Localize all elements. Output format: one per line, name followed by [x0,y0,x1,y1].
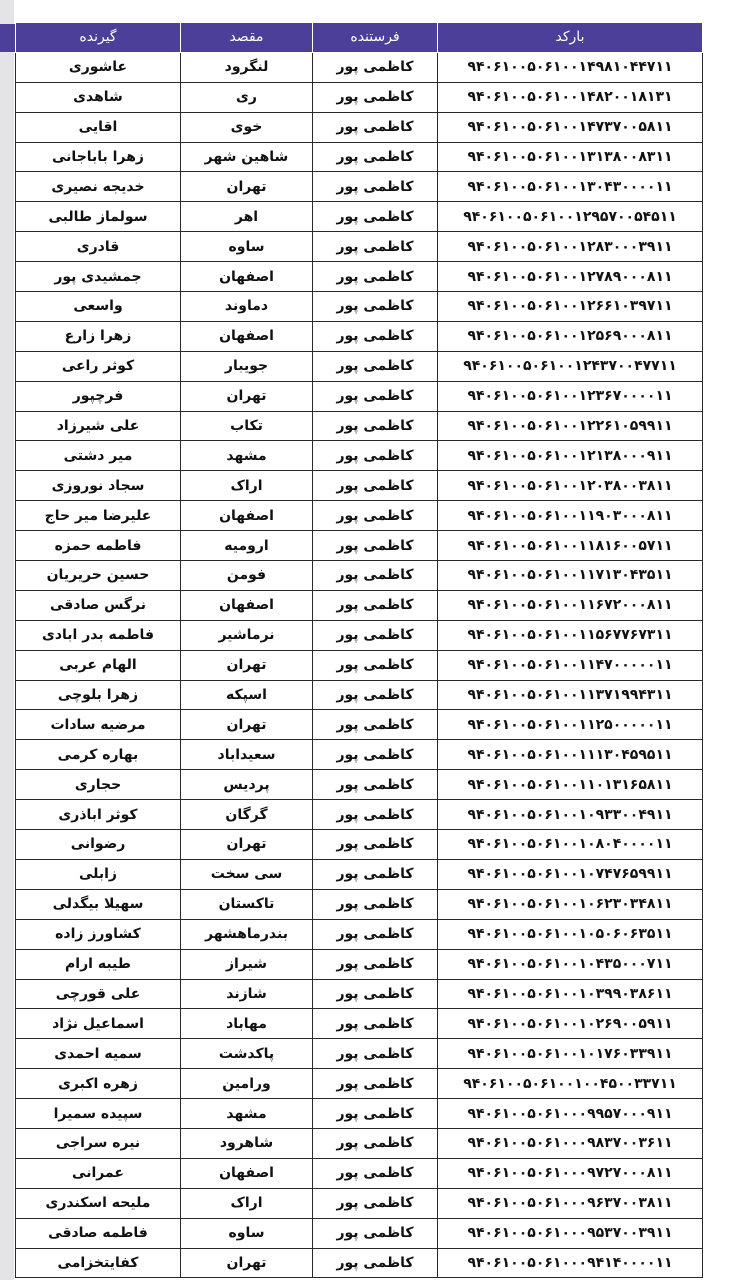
barcode-cell[interactable]: ۹۴۰۶۱۰۰۵۰۶۱۰۰۱۴۷۳۷۰۰۵۸۱۱ [438,112,703,142]
sender-cell[interactable]: کاظمی پور [313,740,438,770]
receiver-cell[interactable]: ملیحه اسکندری [16,1188,181,1218]
table-row[interactable] [16,770,703,800]
table-row[interactable] [16,411,703,441]
sender-cell[interactable]: کاظمی پور [313,52,438,82]
barcode-cell[interactable]: ۹۴۰۶۱۰۰۵۰۶۱۰۰۱۰۴۳۵۰۰۰۷۱۱ [438,949,703,979]
receiver-cell[interactable]: بهاره کرمی [16,740,181,770]
table-body [16,52,703,1278]
table-row[interactable] [16,531,703,561]
receiver-cell[interactable]: عاشوری [16,52,181,82]
header-receiver[interactable]: گیرنده [16,23,181,53]
receiver-cell[interactable]: سپیده سمیرا [16,1099,181,1129]
table-row[interactable] [16,112,703,142]
table-header [16,23,703,53]
table-row[interactable] [16,1039,703,1069]
destination-cell[interactable]: مشهد [181,1099,313,1129]
sender-cell[interactable]: کاظمی پور [313,1099,438,1129]
sender-cell[interactable]: کاظمی پور [313,889,438,919]
table-row[interactable] [16,232,703,262]
barcode-cell[interactable]: ۹۴۰۶۱۰۰۵۰۶۱۰۰۱۲۶۶۱۰۳۹۷۱۱ [438,292,703,322]
destination-cell[interactable]: اسپکه [181,680,313,710]
sender-cell[interactable]: کاظمی پور [313,919,438,949]
destination-cell[interactable]: بندرماهشهر [181,919,313,949]
barcode-cell[interactable]: ۹۴۰۶۱۰۰۵۰۶۱۰۰۱۱۱۳۰۴۵۹۵۱۱ [438,740,703,770]
barcode-cell[interactable]: ۹۴۰۶۱۰۰۵۰۶۱۰۰۱۳۱۳۸۰۰۸۳۱۱ [438,142,703,172]
destination-cell[interactable]: سی سخت [181,859,313,889]
sender-cell[interactable]: کاظمی پور [313,1218,438,1248]
barcode-cell[interactable]: ۹۴۰۶۱۰۰۵۰۶۱۰۰۰۹۷۲۷۰۰۰۸۱۱ [438,1158,703,1188]
barcode-cell[interactable]: ۹۴۰۶۱۰۰۵۰۶۱۰۰۱۴۸۲۰۰۱۸۱۳۱ [438,82,703,112]
receiver-cell[interactable]: سجاد نوروزی [16,471,181,501]
receiver-cell[interactable]: کفایتخزامی [16,1248,181,1278]
sender-cell[interactable]: کاظمی پور [313,321,438,351]
destination-cell[interactable]: اصفهان [181,321,313,351]
receiver-cell[interactable]: سمیه احمدی [16,1039,181,1069]
table-row[interactable] [16,800,703,830]
destination-cell[interactable]: گرگان [181,800,313,830]
sender-cell[interactable]: کاظمی پور [313,1009,438,1039]
table-row[interactable] [16,889,703,919]
sender-cell[interactable]: کاظمی پور [313,561,438,591]
table-row[interactable] [16,830,703,860]
header-row [16,23,703,53]
receiver-cell[interactable]: میر دشتی [16,441,181,471]
receiver-cell[interactable]: علی شیرزاد [16,411,181,441]
destination-cell[interactable]: اصفهان [181,1158,313,1188]
barcode-cell[interactable]: ۹۴۰۶۱۰۰۵۰۶۱۰۰۰۹۶۳۷۰۰۳۸۱۱ [438,1188,703,1218]
barcode-cell[interactable]: ۹۴۰۶۱۰۰۵۰۶۱۰۰۱۲۱۳۸۰۰۰۹۱۱ [438,441,703,471]
table-row[interactable] [16,441,703,471]
barcode-cell[interactable]: ۹۴۰۶۱۰۰۵۰۶۱۰۰۰۹۹۵۷۰۰۰۹۱۱ [438,1099,703,1129]
destination-cell[interactable]: تهران [181,830,313,860]
barcode-cell[interactable]: ۹۴۰۶۱۰۰۵۰۶۱۰۰۰۹۵۳۷۰۰۳۹۱۱ [438,1218,703,1248]
table-row[interactable] [16,202,703,232]
destination-cell[interactable]: شیراز [181,949,313,979]
barcode-cell[interactable]: ۹۴۰۶۱۰۰۵۰۶۱۰۰۱۲۲۶۱۰۵۹۹۱۱ [438,411,703,441]
table-row[interactable] [16,859,703,889]
receiver-cell[interactable]: نرگس صادقی [16,590,181,620]
table-row[interactable] [16,710,703,740]
table-row[interactable] [16,351,703,381]
receiver-cell[interactable]: زابلی [16,859,181,889]
table-row[interactable] [16,949,703,979]
sender-cell[interactable]: کاظمی پور [313,650,438,680]
destination-cell[interactable]: تهران [181,172,313,202]
destination-cell[interactable]: تکاب [181,411,313,441]
table-row[interactable] [16,650,703,680]
sender-cell[interactable]: کاظمی پور [313,620,438,650]
receiver-cell[interactable]: کوثر اباذری [16,800,181,830]
barcode-cell[interactable]: ۹۴۰۶۱۰۰۵۰۶۱۰۰۱۲۸۳۰۰۰۳۹۱۱ [438,232,703,262]
destination-cell[interactable]: مشهد [181,441,313,471]
barcode-cell[interactable]: ۹۴۰۶۱۰۰۵۰۶۱۰۰۱۲۹۵۷۰۰۵۴۵۱۱ [438,202,703,232]
barcode-cell[interactable]: ۹۴۰۶۱۰۰۵۰۶۱۰۰۱۱۵۶۷۷۶۷۳۱۱ [438,620,703,650]
barcode-cell[interactable]: ۹۴۰۶۱۰۰۵۰۶۱۰۰۰۹۴۱۴۰۰۰۰۱۱ [438,1248,703,1278]
receiver-cell[interactable]: زهرا زارع [16,321,181,351]
header-accent [0,24,16,52]
destination-cell[interactable]: اصفهان [181,501,313,531]
sender-cell[interactable]: کاظمی پور [313,202,438,232]
destination-cell[interactable]: ساوه [181,232,313,262]
table-row[interactable] [16,292,703,322]
sender-cell[interactable]: کاظمی پور [313,1069,438,1099]
sender-cell[interactable]: کاظمی پور [313,680,438,710]
destination-cell[interactable]: تاکستان [181,889,313,919]
sender-cell[interactable]: کاظمی پور [313,292,438,322]
receiver-cell[interactable]: نیره سراجی [16,1128,181,1158]
sender-cell[interactable]: کاظمی پور [313,351,438,381]
destination-cell[interactable]: پردیس [181,770,313,800]
table-row[interactable] [16,262,703,292]
barcode-cell[interactable]: ۹۴۰۶۱۰۰۵۰۶۱۰۰۱۰۹۳۳۰۰۴۹۱۱ [438,800,703,830]
shipment-table [15,22,703,1278]
destination-cell[interactable]: تهران [181,381,313,411]
table-row[interactable] [16,1248,703,1278]
barcode-cell[interactable]: ۹۴۰۶۱۰۰۵۰۶۱۰۰۱۱۳۷۱۹۹۴۳۱۱ [438,680,703,710]
sender-cell[interactable]: کاظمی پور [313,531,438,561]
sender-cell[interactable]: کاظمی پور [313,441,438,471]
table-row[interactable] [16,381,703,411]
destination-cell[interactable]: اصفهان [181,590,313,620]
barcode-cell[interactable]: ۹۴۰۶۱۰۰۵۰۶۱۰۰۱۱۸۱۶۰۰۵۷۱۱ [438,531,703,561]
barcode-cell[interactable]: ۹۴۰۶۱۰۰۵۰۶۱۰۰۱۰۳۹۹۰۳۸۶۱۱ [438,979,703,1009]
sender-cell[interactable]: کاظمی پور [313,590,438,620]
receiver-cell[interactable]: فاطمه صادقی [16,1218,181,1248]
barcode-cell[interactable]: ۹۴۰۶۱۰۰۵۰۶۱۰۰۱۰۵۰۶۰۶۳۵۱۱ [438,919,703,949]
sender-cell[interactable]: کاظمی پور [313,172,438,202]
sender-cell[interactable]: کاظمی پور [313,1188,438,1218]
destination-cell[interactable]: تهران [181,650,313,680]
barcode-cell[interactable]: ۹۴۰۶۱۰۰۵۰۶۱۰۰۱۰۸۰۴۰۰۰۰۱۱ [438,830,703,860]
table-row[interactable] [16,1069,703,1099]
table-row[interactable] [16,52,703,82]
barcode-cell[interactable]: ۹۴۰۶۱۰۰۵۰۶۱۰۰۱۴۹۸۱۰۴۴۷۱۱ [438,52,703,82]
table-row[interactable] [16,1158,703,1188]
barcode-cell[interactable]: ۹۴۰۶۱۰۰۵۰۶۱۰۰۱۰۰۴۵۰۰۳۳۷۱۱ [438,1069,703,1099]
sender-cell[interactable]: کاظمی پور [313,949,438,979]
sender-cell[interactable]: کاظمی پور [313,381,438,411]
barcode-cell[interactable]: ۹۴۰۶۱۰۰۵۰۶۱۰۰۱۰۶۲۳۰۳۴۸۱۱ [438,889,703,919]
receiver-cell[interactable]: خدیجه نصیری [16,172,181,202]
table-row[interactable] [16,1218,703,1248]
sender-cell[interactable]: کاظمی پور [313,1158,438,1188]
table-row[interactable] [16,82,703,112]
destination-cell[interactable]: اراک [181,471,313,501]
destination-cell[interactable]: اهر [181,202,313,232]
barcode-cell[interactable]: ۹۴۰۶۱۰۰۵۰۶۱۰۰۱۲۰۳۸۰۰۳۸۱۱ [438,471,703,501]
sender-cell[interactable]: کاظمی پور [313,1039,438,1069]
destination-cell[interactable]: ری [181,82,313,112]
receiver-cell[interactable]: اسماعیل نژاد [16,1009,181,1039]
table-row[interactable] [16,1188,703,1218]
barcode-cell[interactable]: ۹۴۰۶۱۰۰۵۰۶۱۰۰۱۲۳۶۷۰۰۰۰۱۱ [438,381,703,411]
receiver-cell[interactable]: کشاورز زاده [16,919,181,949]
destination-cell[interactable]: نرماشیر [181,620,313,650]
left-gutter [0,0,14,1280]
barcode-cell[interactable]: ۹۴۰۶۱۰۰۵۰۶۱۰۰۰۹۸۳۷۰۰۳۶۱۱ [438,1128,703,1158]
receiver-cell[interactable]: زهرا بلوچی [16,680,181,710]
barcode-cell[interactable]: ۹۴۰۶۱۰۰۵۰۶۱۰۰۱۱۴۷۰۰۰۰۰۱۱ [438,650,703,680]
receiver-cell[interactable]: عمرانی [16,1158,181,1188]
table-row[interactable] [16,620,703,650]
sender-cell[interactable]: کاظمی پور [313,411,438,441]
destination-cell[interactable]: جویبار [181,351,313,381]
receiver-cell[interactable]: زهرا باباجانی [16,142,181,172]
table-row[interactable] [16,680,703,710]
receiver-cell[interactable]: فاطمه حمزه [16,531,181,561]
table-row[interactable] [16,740,703,770]
sender-cell[interactable]: کاظمی پور [313,710,438,740]
destination-cell[interactable]: فومن [181,561,313,591]
receiver-cell[interactable]: حجاری [16,770,181,800]
receiver-cell[interactable]: حسین حریریان [16,561,181,591]
table-row[interactable] [16,1128,703,1158]
barcode-cell[interactable]: ۹۴۰۶۱۰۰۵۰۶۱۰۰۱۰۲۶۹۰۰۵۹۱۱ [438,1009,703,1039]
sender-cell[interactable]: کاظمی پور [313,112,438,142]
table-row[interactable] [16,919,703,949]
destination-cell[interactable]: پاکدشت [181,1039,313,1069]
destination-cell[interactable]: خوی [181,112,313,142]
barcode-cell[interactable]: ۹۴۰۶۱۰۰۵۰۶۱۰۰۱۱۶۷۲۰۰۰۸۱۱ [438,590,703,620]
destination-cell[interactable]: اصفهان [181,262,313,292]
barcode-cell[interactable]: ۹۴۰۶۱۰۰۵۰۶۱۰۰۱۰۷۴۷۶۵۹۹۱۱ [438,859,703,889]
destination-cell[interactable]: شازند [181,979,313,1009]
sender-cell[interactable]: کاظمی پور [313,979,438,1009]
receiver-cell[interactable]: فاطمه بدر ابادی [16,620,181,650]
receiver-cell[interactable]: رضوانی [16,830,181,860]
receiver-cell[interactable]: طیبه ارام [16,949,181,979]
destination-cell[interactable]: دماوند [181,292,313,322]
destination-cell[interactable]: شاهرود [181,1128,313,1158]
table-row[interactable] [16,979,703,1009]
sender-cell[interactable]: کاظمی پور [313,1248,438,1278]
destination-cell[interactable]: ارومیه [181,531,313,561]
header-sender[interactable]: فرستنده [313,23,438,53]
destination-cell[interactable]: مهاباد [181,1009,313,1039]
destination-cell[interactable]: اراک [181,1188,313,1218]
table-row[interactable] [16,501,703,531]
table-row[interactable] [16,321,703,351]
receiver-cell[interactable]: الهام عربی [16,650,181,680]
receiver-cell[interactable]: قادری [16,232,181,262]
receiver-cell[interactable]: سولماز طالبی [16,202,181,232]
receiver-cell[interactable]: شاهدی [16,82,181,112]
receiver-cell[interactable]: علیرضا میر حاج [16,501,181,531]
barcode-cell[interactable]: ۹۴۰۶۱۰۰۵۰۶۱۰۰۱۲۵۶۹۰۰۰۸۱۱ [438,321,703,351]
sender-cell[interactable]: کاظمی پور [313,142,438,172]
table-row[interactable] [16,590,703,620]
receiver-cell[interactable]: واسعی [16,292,181,322]
table-row[interactable] [16,172,703,202]
barcode-cell[interactable]: ۹۴۰۶۱۰۰۵۰۶۱۰۰۱۱۹۰۳۰۰۰۸۱۱ [438,501,703,531]
sender-cell[interactable]: کاظمی پور [313,1128,438,1158]
table-row[interactable] [16,142,703,172]
receiver-cell[interactable]: کوثر راعی [16,351,181,381]
sender-cell[interactable]: کاظمی پور [313,262,438,292]
barcode-cell[interactable]: ۹۴۰۶۱۰۰۵۰۶۱۰۰۱۲۴۳۷۰۰۴۷۷۱۱ [438,351,703,381]
sender-cell[interactable]: کاظمی پور [313,232,438,262]
receiver-cell[interactable]: سهیلا بیگدلی [16,889,181,919]
receiver-cell[interactable]: فرچپور [16,381,181,411]
table-row[interactable] [16,1099,703,1129]
header-destination[interactable]: مقصد [181,23,313,53]
receiver-cell[interactable]: جمشیدی پور [16,262,181,292]
sender-cell[interactable]: کاظمی پور [313,501,438,531]
barcode-cell[interactable]: ۹۴۰۶۱۰۰۵۰۶۱۰۰۱۱۲۵۰۰۰۰۰۱۱ [438,710,703,740]
sender-cell[interactable]: کاظمی پور [313,471,438,501]
receiver-cell[interactable]: زهره اکبری [16,1069,181,1099]
destination-cell[interactable]: شاهین شهر [181,142,313,172]
destination-cell[interactable]: ساوه [181,1218,313,1248]
destination-cell[interactable]: لنگرود [181,52,313,82]
destination-cell[interactable]: تهران [181,710,313,740]
table-row[interactable] [16,561,703,591]
barcode-cell[interactable]: ۹۴۰۶۱۰۰۵۰۶۱۰۰۱۰۱۷۶۰۳۳۹۱۱ [438,1039,703,1069]
sender-cell[interactable]: کاظمی پور [313,859,438,889]
sender-cell[interactable]: کاظمی پور [313,800,438,830]
header-barcode[interactable]: بارکد [438,23,703,53]
barcode-cell[interactable]: ۹۴۰۶۱۰۰۵۰۶۱۰۰۱۱۰۱۳۱۶۵۸۱۱ [438,770,703,800]
barcode-cell[interactable]: ۹۴۰۶۱۰۰۵۰۶۱۰۰۱۲۷۸۹۰۰۰۸۱۱ [438,262,703,292]
sender-cell[interactable]: کاظمی پور [313,82,438,112]
sender-cell[interactable]: کاظمی پور [313,830,438,860]
destination-cell[interactable]: ورامین [181,1069,313,1099]
table-row[interactable] [16,1009,703,1039]
receiver-cell[interactable]: علی قورچی [16,979,181,1009]
destination-cell[interactable]: تهران [181,1248,313,1278]
barcode-cell[interactable]: ۹۴۰۶۱۰۰۵۰۶۱۰۰۱۱۷۱۳۰۴۳۵۱۱ [438,561,703,591]
table-row[interactable] [16,471,703,501]
destination-cell[interactable]: سعیداباد [181,740,313,770]
receiver-cell[interactable]: اقایی [16,112,181,142]
receiver-cell[interactable]: مرضیه سادات [16,710,181,740]
barcode-cell[interactable]: ۹۴۰۶۱۰۰۵۰۶۱۰۰۱۳۰۴۳۰۰۰۰۱۱ [438,172,703,202]
sender-cell[interactable]: کاظمی پور [313,770,438,800]
